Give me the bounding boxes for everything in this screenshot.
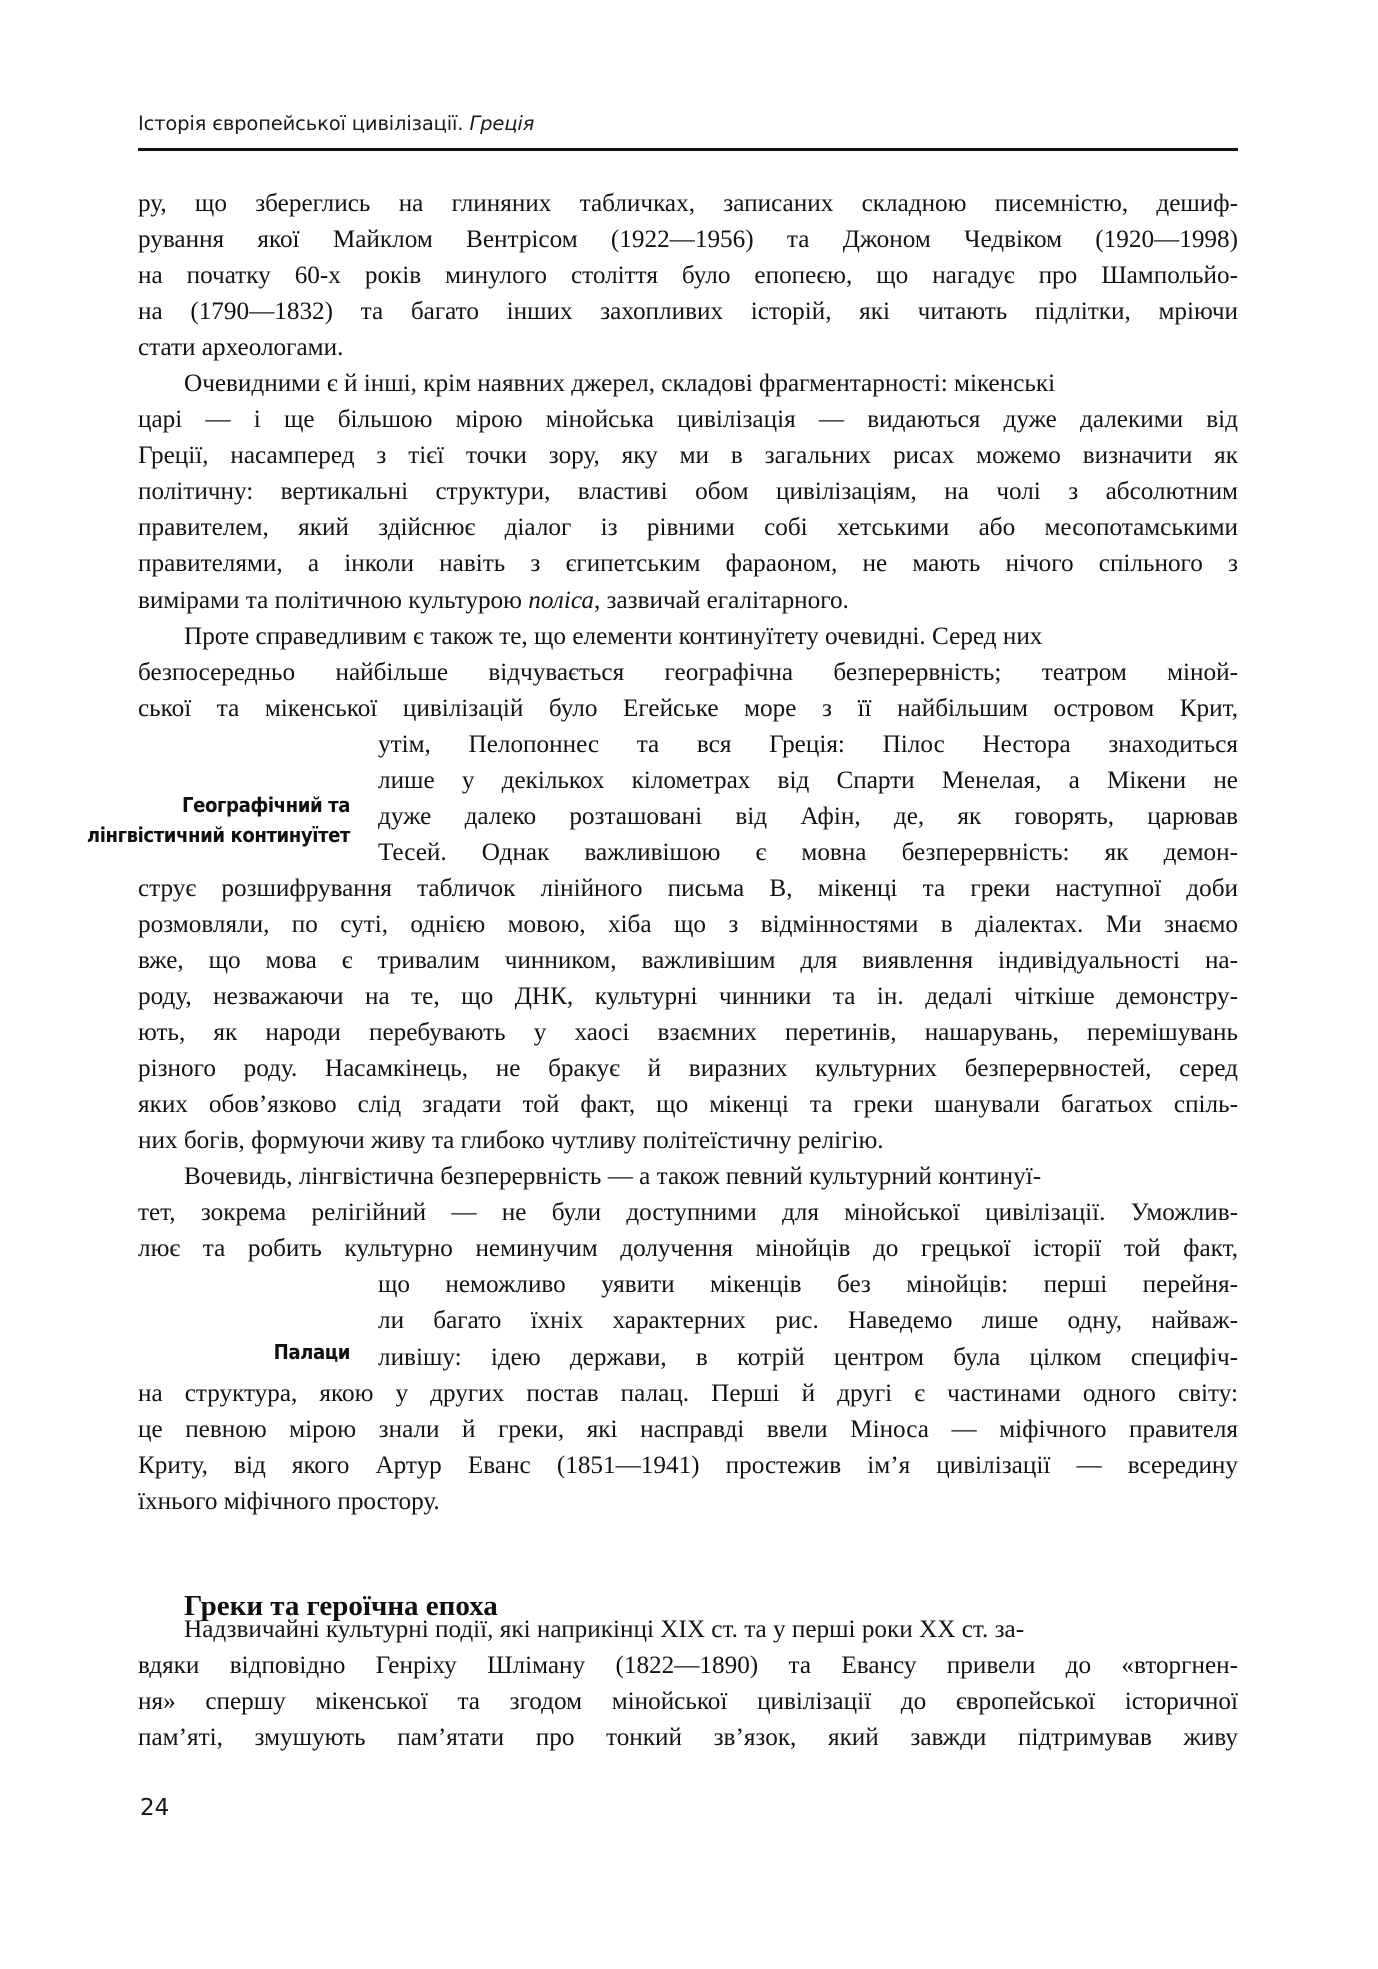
line-text: утім, Пелопоннес та вся Греція: Пілос Нестора знаходиться xyxy=(378,730,1238,758)
line-text: на початку 60-х років минулого століття було епопеєю, що нагадує про Шампольйо- xyxy=(138,262,1238,290)
line-text: розмовляли, по суті, однією мовою, хіба що з відмінностями в діалектах. Ми знаємо xyxy=(138,910,1238,938)
text-line xyxy=(138,907,1238,943)
text-line: Вочевидь, лінгвістична безперервність — а також певний культурний континуї- xyxy=(184,1163,1042,1191)
text-line xyxy=(138,1720,1238,1756)
text-line xyxy=(138,583,1238,619)
line-text: струє розшифрування табличок лінійного письма В, мікенці та греки наступної доби xyxy=(138,874,1238,902)
line-text: яких обов’язково слід згадати той факт, що мікенці та греки шанували багатьох спіль- xyxy=(138,1091,1238,1119)
text-line xyxy=(138,1684,1238,1720)
line-text: ру, що збереглись на глиняних табличках, записаних складною писемністю, дешиф- xyxy=(138,190,1238,217)
text-line: них богів, формуючи живу та глибоко чутливу політеїстичну релігію. xyxy=(138,1127,884,1155)
line-text: ють, як народи перебувають у хаосі взаємних перетинів, нашарувань, перемішувань xyxy=(138,1019,1238,1047)
text-line xyxy=(138,258,1238,294)
line-text: лише у декількох кілометрах від Спарти Менелая, а Мікени не xyxy=(378,766,1238,794)
line-text: рування якої Майклом Вентрісом (1922—1956) та Джоном Чедвіком (1920—1998) xyxy=(138,226,1238,254)
text-line: Очевидними є й інші, крім наявних джерел, складові фрагментарності: мікенські xyxy=(184,370,1056,398)
line-text: правителями, а інколи навіть з єгипетським фараоном, не мають нічого спільного з xyxy=(138,550,1238,578)
running-head-main: Історія європейської цивілізації. xyxy=(138,112,464,135)
line-text: дуже далеко розташовані від Афін, де, як говорять, царював xyxy=(378,802,1238,830)
paragraph-3 xyxy=(138,619,1238,1160)
text-line xyxy=(138,546,1238,582)
text-line xyxy=(138,727,1238,763)
line-text: на структура, якою у других постав палац. Перші й другі є частинами одного світу: xyxy=(138,1379,1238,1407)
line-text: на (1790—1832) та багато інших захопливих історій, які читають підлітки, мріючи xyxy=(138,298,1238,326)
line-text: ня» спершу мікенської та згодом мінойської цивілізації до європейської історичної xyxy=(138,1687,1238,1715)
line-text: що неможливо уявити мікенців без мінойців: перші перейня- xyxy=(378,1271,1238,1299)
marginal-note-line-1: Палаци xyxy=(273,1340,350,1364)
line-text: ли багато їхніх характерних рис. Наведемо лише одну, найваж- xyxy=(378,1307,1238,1335)
line-text: ської та мікенської цивілізацій було Егейське море з її найбільшим островом Крит, xyxy=(138,694,1238,722)
text-line xyxy=(138,1376,1238,1412)
line-text: Криту, від якого Артур Еванс (1851—1941) простежив ім’я цивілізації — всередину xyxy=(138,1451,1238,1479)
text-line xyxy=(138,691,1238,727)
line-text: Тесей. Однак важливішою є мовна безперервність: як демон- xyxy=(378,838,1238,866)
text-line xyxy=(138,294,1238,330)
text-line xyxy=(138,1267,1238,1303)
text-line xyxy=(138,871,1238,907)
line-text: правителем, який здійснює діалог із рівними собі хетськими або месопотамськими xyxy=(138,514,1238,542)
text-line xyxy=(138,402,1238,438)
line-text: безпосередньо найбільше відчувається географічна безперервність; театром міной- xyxy=(138,658,1238,686)
text-line xyxy=(138,1648,1238,1684)
line-text: різного роду. Насамкінець, не бракує й виразних культурних безперервностей, серед xyxy=(138,1055,1238,1083)
text-line xyxy=(138,1448,1238,1484)
line-text: роду, незважаючи на те, що ДНК, культурні чинники та ін. дедалі чіткіше демонстру- xyxy=(138,983,1238,1011)
line-text: тет, зокрема релігійний — не були доступними для мінойської цивілізації. Уможлив- xyxy=(138,1199,1238,1227)
text-line xyxy=(138,1051,1238,1087)
line-text: політичну: вертикальні структури, властиві обом цивілізаціям, на чолі з абсолютним xyxy=(138,478,1238,506)
text-line xyxy=(138,1087,1238,1123)
text-line: стати археологами. xyxy=(138,334,344,362)
paragraph-1 xyxy=(138,186,1238,366)
text-line xyxy=(138,1303,1238,1339)
marginal-note-line-1: Географічний та xyxy=(182,793,350,817)
page-number: 24 xyxy=(140,1795,170,1821)
marginal-note-palaces xyxy=(68,1337,350,1367)
section-heading: Греки та героїчна епоха xyxy=(184,1590,498,1622)
line-text: це певною мірою знали й греки, які насправді ввели Міноса — міфічного правителя xyxy=(138,1415,1238,1443)
text-line: їхнього міфічного простору. xyxy=(138,1487,440,1515)
text-line xyxy=(138,510,1238,546)
line-text-pre: вимірами та політичною культурою xyxy=(138,586,529,614)
text-line xyxy=(138,1195,1238,1231)
line-text: царі — і ще більшою мірою мінойська цивілізація — видаються дуже далекими від xyxy=(138,406,1238,434)
text-line xyxy=(138,1015,1238,1051)
line-text: Греції, насамперед з тієї точки зору, яку ми в загальних рисах можемо визначити як xyxy=(138,442,1238,470)
text-line xyxy=(138,438,1238,474)
paragraph-2 xyxy=(138,366,1238,618)
text-column xyxy=(138,186,1238,1756)
running-head-italic: Греція xyxy=(469,112,535,135)
text-line xyxy=(138,186,1238,222)
text-line xyxy=(138,943,1238,979)
text-line xyxy=(138,474,1238,510)
line-text: пам’яті, змушують пам’ятати про тонкий зв’язок, який завжди підтримував живу xyxy=(138,1723,1238,1751)
paragraph-5 xyxy=(138,1612,1238,1756)
header-divider-rule xyxy=(138,148,1238,151)
text-line xyxy=(138,979,1238,1015)
line-text-post: , зазвичай егалітарного. xyxy=(593,586,849,614)
text-line xyxy=(138,655,1238,691)
text-line xyxy=(138,1231,1238,1267)
line-text: вдяки відповідно Генріху Шліману (1822—1890) та Евансу привели до «вторгнен- xyxy=(138,1651,1238,1679)
marginal-note-geographic-linguistic xyxy=(68,790,350,850)
text-line: Надзвичайні культурні події, які наприкінці XIX ст. та у перші роки XX ст. за- xyxy=(184,1615,1025,1643)
text-line: Проте справедливим є також те, що елементи континуїтету очевидні. Серед них xyxy=(184,622,1043,650)
text-line xyxy=(138,222,1238,258)
line-text: вже, що мова є тривалим чинником, важливішим для виявлення індивідуальності на- xyxy=(138,946,1238,974)
line-text: лює та робить культурно неминучим долучення мінойців до грецької історії той факт, xyxy=(138,1235,1238,1263)
running-head xyxy=(138,112,1238,135)
line-text: ливішу: ідею держави, в котрій центром була цілком специфіч- xyxy=(378,1343,1238,1371)
marginal-note-line-2: лінгвістичний континуїтет xyxy=(86,823,350,847)
line-text-italic: поліса xyxy=(528,586,594,614)
text-line xyxy=(138,1412,1238,1448)
